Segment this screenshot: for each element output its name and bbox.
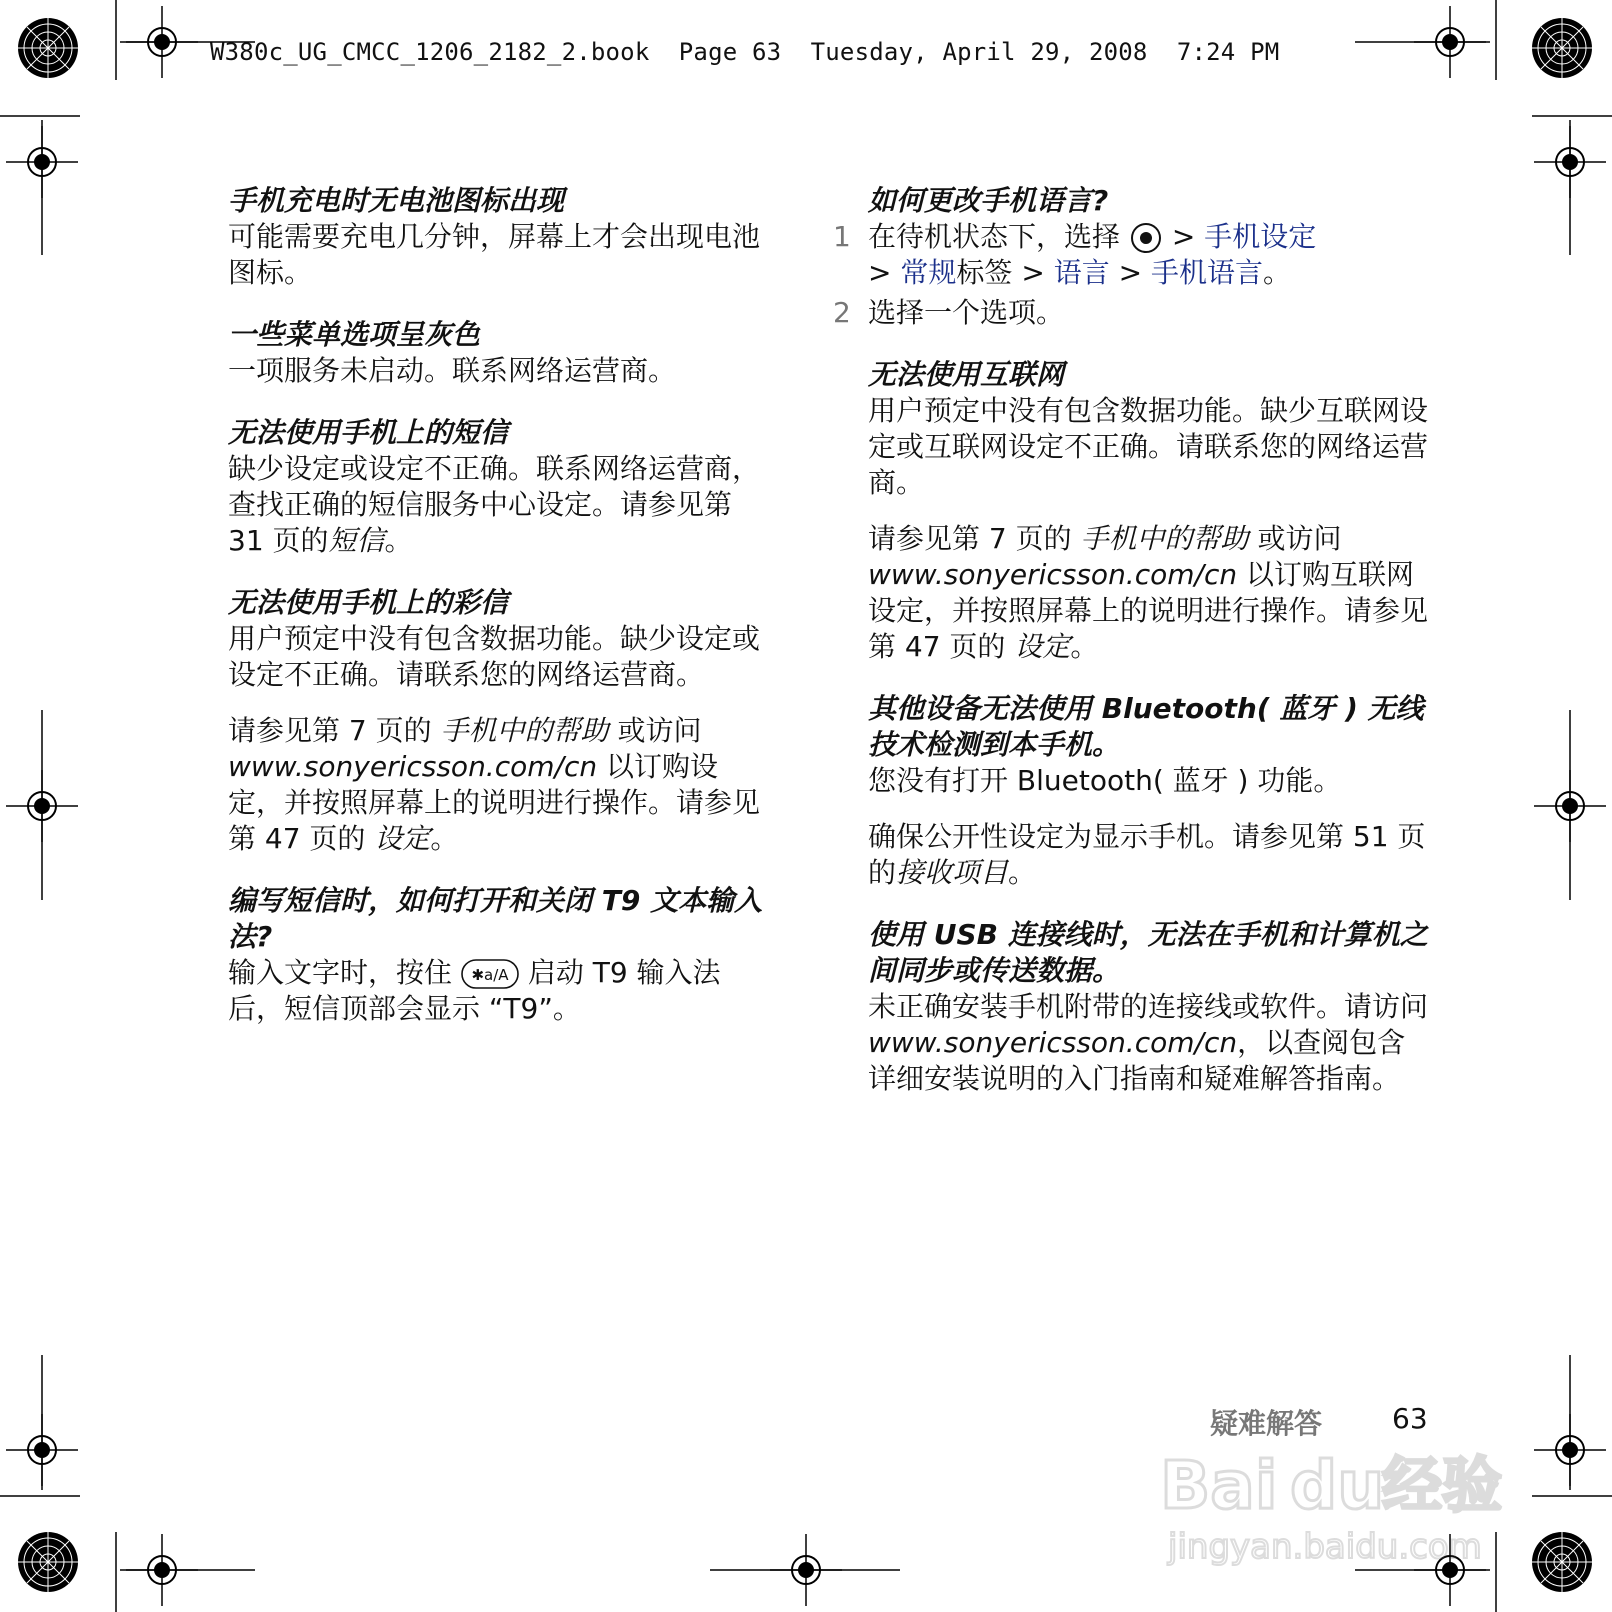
section-title: 使用 USB 连接线时，无法在手机和计算机之间同步或传送数据。 [868, 918, 1428, 987]
star-key-icon [461, 959, 519, 989]
section-body: 请参见第 7 页的 手机中的帮助 或访问 www.sonyericsson.com/cn 以订购互联网设定，并按照屏幕上的说明进行操作。请参见第 47 页的 设定。 [868, 522, 1429, 663]
section-title: 一些菜单选项呈灰色 [228, 318, 481, 351]
select-key-icon [1129, 221, 1163, 255]
section-title: 如何更改手机语言? [868, 184, 1109, 217]
section-title: 无法使用手机上的短信 [228, 416, 509, 449]
section-body: 缺少设定或设定不正确。联系网络运营商，查找正确的短信服务中心设定。请参见第 31 页的短信。 [228, 452, 761, 557]
watermark-site: jingyan.baidu.com [1168, 1527, 1482, 1567]
menu-link[interactable]: 语言 [1053, 256, 1110, 289]
menu-link[interactable]: 常规 [900, 256, 957, 289]
right-column [833, 183, 1429, 1097]
section-title: 手机充电时无电池图标出现 [228, 184, 565, 217]
section-body: 未正确安装手机附带的连接线或软件。请访问 www.sonyericsson.com/cn，以查阅包含详细安装说明的入门指南和疑难解答指南。 [868, 990, 1429, 1095]
corner-mark-tr [1532, 18, 1592, 78]
website-url: www.sonyericsson.com/cn [228, 750, 598, 783]
left-column [228, 183, 773, 1027]
page-number: 63 [1392, 1402, 1428, 1435]
section-title: 其他设备无法使用 Bluetooth( 蓝牙 ) 无线技术检测到本手机。 [868, 692, 1424, 761]
section-body: 确保公开性设定为显示手机。请参见第 51 页的接收项目。 [868, 820, 1426, 889]
watermark-brand: Bai [1160, 1447, 1278, 1524]
corner-mark-tl [18, 18, 78, 78]
section-title: 无法使用互联网 [868, 358, 1065, 391]
website-url: www.sonyericsson.com/cn [868, 1026, 1238, 1059]
section-body: 用户预定中没有包含数据功能。缺少互联网设定或互联网设定不正确。请联系您的网络运营商。 [868, 394, 1429, 499]
step-number: 2 [833, 296, 851, 329]
section-body: 可能需要充电几分钟，屏幕上才会出现电池图标。 [228, 220, 761, 289]
step: 1 在待机状态下，选择 > 手机设定 > 常规标签 > 语言 > 手机语言。 [833, 220, 1317, 289]
corner-mark-bl [18, 1532, 78, 1592]
website-url: www.sonyericsson.com/cn [868, 558, 1238, 591]
section-body: 您没有打开 Bluetooth( 蓝牙 ) 功能。 [868, 764, 1342, 797]
step: 2 选择一个选项。 [833, 296, 1065, 329]
watermark-brand: du [1290, 1447, 1385, 1524]
section-body: 一项服务未启动。联系网络运营商。 [228, 354, 677, 387]
cross-reference: 手机中的帮助 [1080, 522, 1249, 555]
cross-reference: 手机中的帮助 [440, 714, 609, 747]
cross-reference: 短信 [328, 524, 385, 557]
cross-reference: 设定 [1014, 630, 1071, 663]
star-key-label: ✱a/A [471, 966, 509, 984]
book-slug: W380c_UG_CMCC_1206_2182_2.book Page 63 Tuesday, April 29, 2008 7:24 PM [210, 38, 1280, 66]
section-title: 无法使用手机上的彩信 [228, 586, 509, 619]
step-number: 1 [833, 220, 851, 253]
section-body: 用户预定中没有包含数据功能。缺少设定或设定不正确。请联系您的网络运营商。 [228, 622, 761, 691]
cross-reference: 设定 [374, 822, 431, 855]
corner-mark-br [1532, 1532, 1592, 1592]
cross-reference: 接收项目 [896, 856, 1009, 889]
section-body: 请参见第 7 页的 手机中的帮助 或访问 www.sonyericsson.com/cn 以订购设定，并按照屏幕上的说明进行操作。请参见第 47 页的 设定。 [228, 714, 761, 855]
baidu-watermark [1150, 1440, 1520, 1570]
footer-section-title: 疑难解答 [1210, 1407, 1323, 1440]
menu-link[interactable]: 手机设定 [1204, 220, 1317, 253]
menu-link[interactable]: 手机语言 [1150, 256, 1263, 289]
section-title: 编写短信时，如何打开和关闭 T9 文本输入法? [228, 884, 763, 953]
section-body: 输入文字时，按住 ✱a/A 启动 T9 输入法后，短信顶部会显示 “T9”。 [228, 956, 721, 1025]
watermark-brand: 经验 [1382, 1451, 1502, 1521]
